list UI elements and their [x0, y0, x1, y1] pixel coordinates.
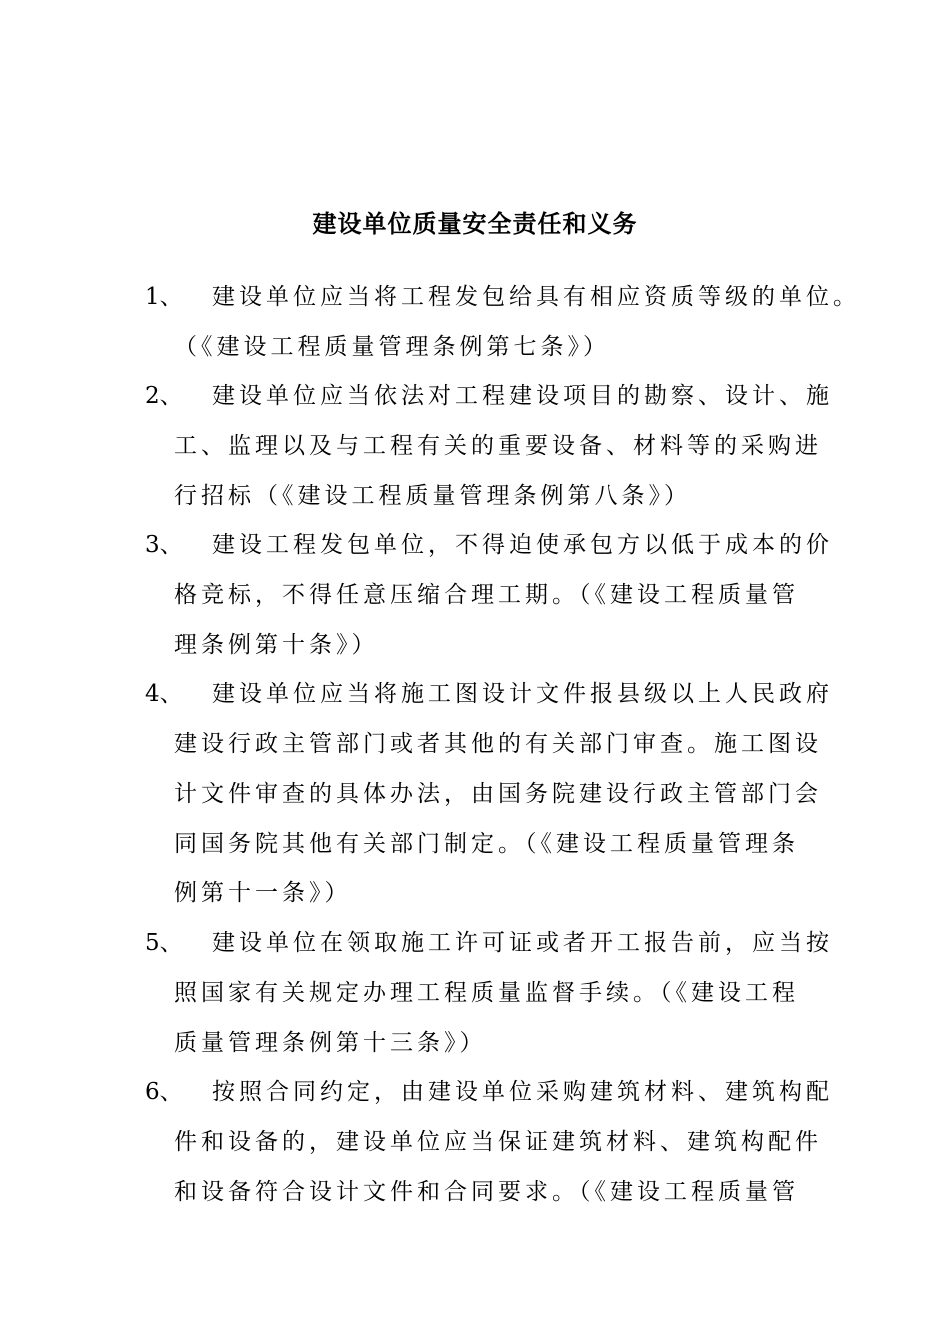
item-number: 2、 [145, 383, 183, 409]
item-text-line: 质量管理条例第十三条》） [174, 1030, 487, 1056]
item-text-line: 建设单位应当将工程发包给具有相应资质等级的单位。 [212, 284, 860, 310]
item-text-line: 理条例第十条》） [174, 632, 379, 658]
item-text-line: 例第十一条》） [174, 880, 352, 906]
document-title: 建设单位质量安全责任和义务 [312, 209, 638, 238]
item-number: 4、 [145, 681, 183, 707]
item-number: 1、 [145, 284, 183, 310]
item-number: 3、 [145, 532, 183, 558]
item-text-line: 建设单位应当依法对工程建设项目的勘察、设计、施 [212, 383, 833, 409]
item-text-line: 同国务院其他有关部门制定。（《建设工程质量管理条 [174, 831, 799, 857]
item-text-line: 工、监理以及与工程有关的重要设备、材料等的采购进 [174, 433, 822, 459]
item-text-line: 和设备符合设计文件和合同要求。（《建设工程质量管 [174, 1179, 799, 1205]
item-text-line: 建设行政主管部门或者其他的有关部门审查。施工图设 [174, 731, 822, 757]
item-text-line: 件和设备的，建设单位应当保证建筑材料、建筑构配件 [174, 1129, 822, 1155]
item-number: 5、 [145, 930, 183, 956]
item-text-line: 建设工程发包单位，不得迫使承包方以低于成本的价 [212, 532, 833, 558]
item-text-line: 照国家有关规定办理工程质量监督手续。（《建设工程 [174, 980, 799, 1006]
item-text-line: 按照合同约定，由建设单位采购建筑材料、建筑构配 [212, 1079, 833, 1105]
item-text-line: 建设单位在领取施工许可证或者开工报告前，应当按 [212, 930, 833, 956]
item-text-line: 行招标（《建设工程质量管理条例第八条》） [174, 483, 691, 509]
item-text-line: 计文件审查的具体办法，由国务院建设行政主管部门会 [174, 781, 822, 807]
item-text-line: 格竞标，不得任意压缩合理工期。（《建设工程质量管 [174, 582, 799, 608]
item-number: 6、 [145, 1079, 183, 1105]
item-text-line: 建设单位应当将施工图设计文件报县级以上人民政府 [212, 681, 833, 707]
item-text-line: （《建设工程质量管理条例第七条》） [174, 334, 610, 360]
